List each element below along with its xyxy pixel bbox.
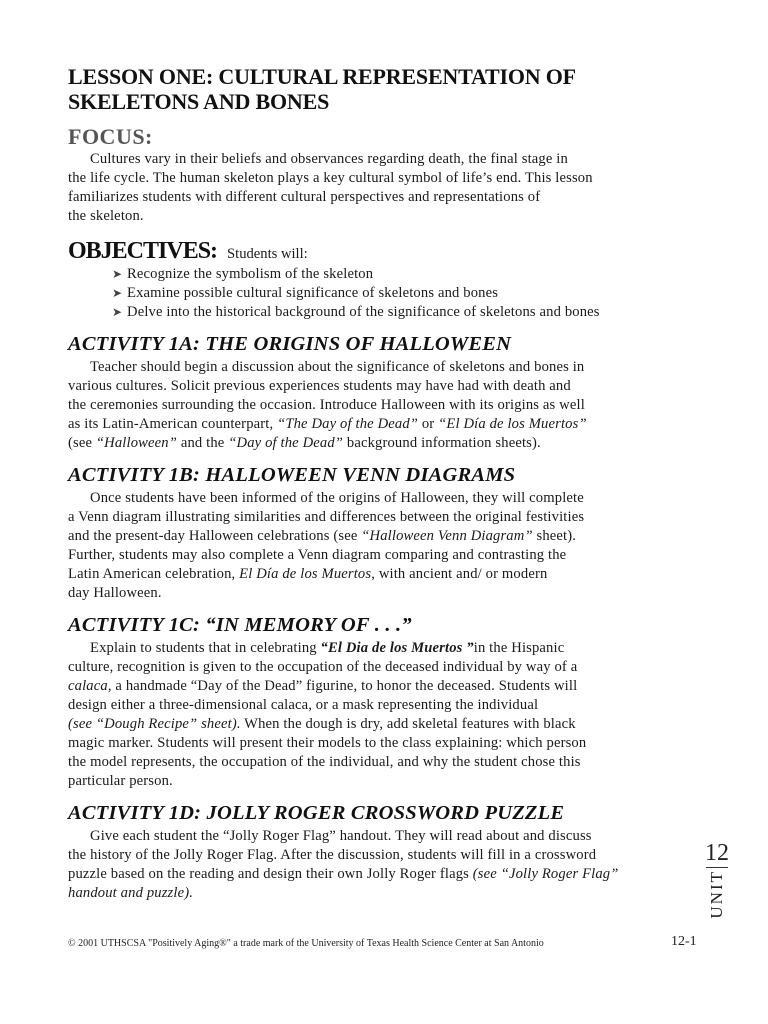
text-run: and the bbox=[177, 435, 229, 451]
page-title bbox=[68, 64, 704, 114]
calaca-term: calaca bbox=[68, 678, 108, 694]
el-dia-term: “El Dia de los Muertos ” bbox=[320, 640, 474, 656]
focus-line-3: familiarizes students with different cultural perspectives and representations of bbox=[68, 189, 541, 205]
activity-1c-line-8: particular person. bbox=[68, 773, 173, 789]
text-run: as its Latin-American counterpart, bbox=[68, 416, 278, 432]
objectives-header bbox=[68, 238, 704, 265]
activity-1b-line-5 bbox=[68, 565, 704, 584]
list-item bbox=[112, 303, 704, 322]
unit-label: UNIT bbox=[707, 870, 726, 919]
text-run: and the present-day Halloween celebrations (see bbox=[68, 528, 362, 544]
day-of-dead-sheet-ref: “Day of the Dead” bbox=[228, 435, 344, 451]
activity-1c-paragraph bbox=[68, 639, 704, 791]
footer-copyright: © 2001 UTHSCSA "Positively Aging®" a trade mark of the University of Texas Health Science Center at San Antonio bbox=[68, 938, 544, 949]
list-item bbox=[112, 265, 704, 284]
activity-1d-paragraph bbox=[68, 827, 704, 903]
activity-1b-line-4: Further, students may also complete a Venn diagram comparing and contrasting the bbox=[68, 547, 567, 563]
activity-1a-heading: ACTIVITY 1A: THE ORIGINS OF HALLOWEEN bbox=[68, 333, 512, 355]
activity-1d-line-1: Give each student the “Jolly Roger Flag” handout. They will read about and discuss bbox=[90, 828, 592, 844]
objectives-intro: Students will: bbox=[227, 246, 308, 262]
objectives-list bbox=[68, 265, 704, 322]
focus-heading: FOCUS: bbox=[68, 124, 153, 149]
halloween-sheet-ref: “Halloween” bbox=[95, 435, 178, 451]
focus-line-1: Cultures vary in their beliefs and observances regarding death, the final stage in bbox=[90, 151, 568, 167]
activity-1a-line-1: Teacher should begin a discussion about the significance of skeletons and bones in bbox=[90, 359, 585, 375]
text-run: (see bbox=[68, 435, 96, 451]
activity-1b-line-1: Once students have been informed of the origins of Halloween, they will complete bbox=[90, 490, 584, 506]
focus-line-2: the life cycle. The human skeleton plays a key cultural symbol of life’s end. This lesson bbox=[68, 170, 593, 186]
text-run: Latin American celebration, bbox=[68, 566, 240, 582]
text-run: in the Hispanic bbox=[473, 640, 565, 656]
objective-text-1: Recognize the symbolism of the skeleton bbox=[127, 266, 374, 282]
arrow-bullet-icon: ➤ bbox=[112, 286, 123, 300]
focus-line-4: the skeleton. bbox=[68, 208, 144, 224]
activity-1b-line-2: a Venn diagram illustrating similarities and differences between the original festivities bbox=[68, 509, 585, 525]
objective-text-2: Examine possible cultural significance of skeletons and bones bbox=[127, 285, 499, 301]
dough-sheet-ref: (see “Dough Recipe” sheet). bbox=[68, 716, 241, 732]
activity-1c-line-6: magic marker. Students will present their models to the class explaining: which person bbox=[68, 735, 587, 751]
activity-1c-heading: ACTIVITY 1C: “IN MEMORY OF . . .” bbox=[68, 614, 412, 636]
venn-sheet-ref: “Halloween Venn Diagram” bbox=[361, 528, 533, 544]
text-run: sheet). bbox=[532, 528, 577, 544]
text-run: When the dough is dry, add skeletal features with black bbox=[240, 716, 576, 732]
activity-1b-line-6: day Halloween. bbox=[68, 585, 162, 601]
text-run: or bbox=[418, 416, 439, 432]
el-dia-term: El Día de los Muertos bbox=[239, 566, 372, 582]
objectives-heading: OBJECTIVES: bbox=[68, 238, 218, 264]
title-line-2: SKELETONS AND BONES bbox=[68, 89, 330, 114]
activity-1c-line-3 bbox=[68, 677, 704, 696]
jolly-roger-sheet-ref: (see “Jolly Roger Flag” bbox=[472, 866, 619, 882]
arrow-bullet-icon: ➤ bbox=[112, 305, 123, 319]
activity-1a-paragraph bbox=[68, 358, 704, 453]
activity-1b-paragraph bbox=[68, 489, 704, 603]
text-run: background information sheets). bbox=[343, 435, 541, 451]
activity-1a-line-3: the ceremonies surrounding the occasion. Introduce Halloween with its origins as well bbox=[68, 397, 585, 413]
activity-1d-line-4: handout and puzzle). bbox=[68, 885, 194, 901]
activity-1b-line-3 bbox=[68, 527, 704, 546]
activity-1c-line-7: the model represents, the occupation of the individual, and why the student chose this bbox=[68, 754, 581, 770]
activity-1b-heading: ACTIVITY 1B: HALLOWEEN VENN DIAGRAMS bbox=[68, 464, 516, 486]
focus-paragraph bbox=[68, 150, 704, 226]
activity-1a-line-5 bbox=[68, 434, 704, 453]
activity-1d-heading: ACTIVITY 1D: JOLLY ROGER CROSSWORD PUZZLE bbox=[68, 802, 565, 824]
activity-1d-line-3 bbox=[68, 865, 704, 884]
text-run: , a handmade “Day of the Dead” figurine, to honor the deceased. Students will bbox=[107, 678, 578, 694]
activity-1c-line-4: design either a three-dimensional calaca, or a mask representing the individual bbox=[68, 697, 539, 713]
objective-text-3: Delve into the historical background of the significance of skeletons and bones bbox=[127, 304, 600, 320]
list-item bbox=[112, 284, 704, 303]
unit-tab bbox=[704, 840, 730, 919]
arrow-bullet-icon: ➤ bbox=[112, 267, 123, 281]
unit-number: 12 bbox=[705, 840, 729, 866]
text-run: puzzle based on the reading and design their own Jolly Roger flags bbox=[68, 866, 473, 882]
day-of-dead-term: “The Day of the Dead” bbox=[277, 416, 419, 432]
unit-divider bbox=[706, 867, 728, 868]
activity-1d-line-2: the history of the Jolly Roger Flag. After the discussion, students will fill in a crossword bbox=[68, 847, 597, 863]
activity-1a-line-4 bbox=[68, 415, 704, 434]
activity-1c-line-5 bbox=[68, 715, 704, 734]
lesson-page bbox=[68, 64, 704, 903]
text-run: Explain to students that in celebrating bbox=[90, 640, 321, 656]
title-line-1: LESSON ONE: CULTURAL REPRESENTATION OF bbox=[68, 64, 576, 89]
page-number: 12-1 bbox=[671, 934, 697, 949]
text-run: , with ancient and/ or modern bbox=[371, 566, 548, 582]
el-dia-term: “El Día de los Muertos” bbox=[438, 416, 587, 432]
activity-1c-line-2: culture, recognition is given to the occupation of the deceased individual by way of a bbox=[68, 659, 578, 675]
activity-1a-line-2: various cultures. Solicit previous experiences students may have had with death and bbox=[68, 378, 571, 394]
